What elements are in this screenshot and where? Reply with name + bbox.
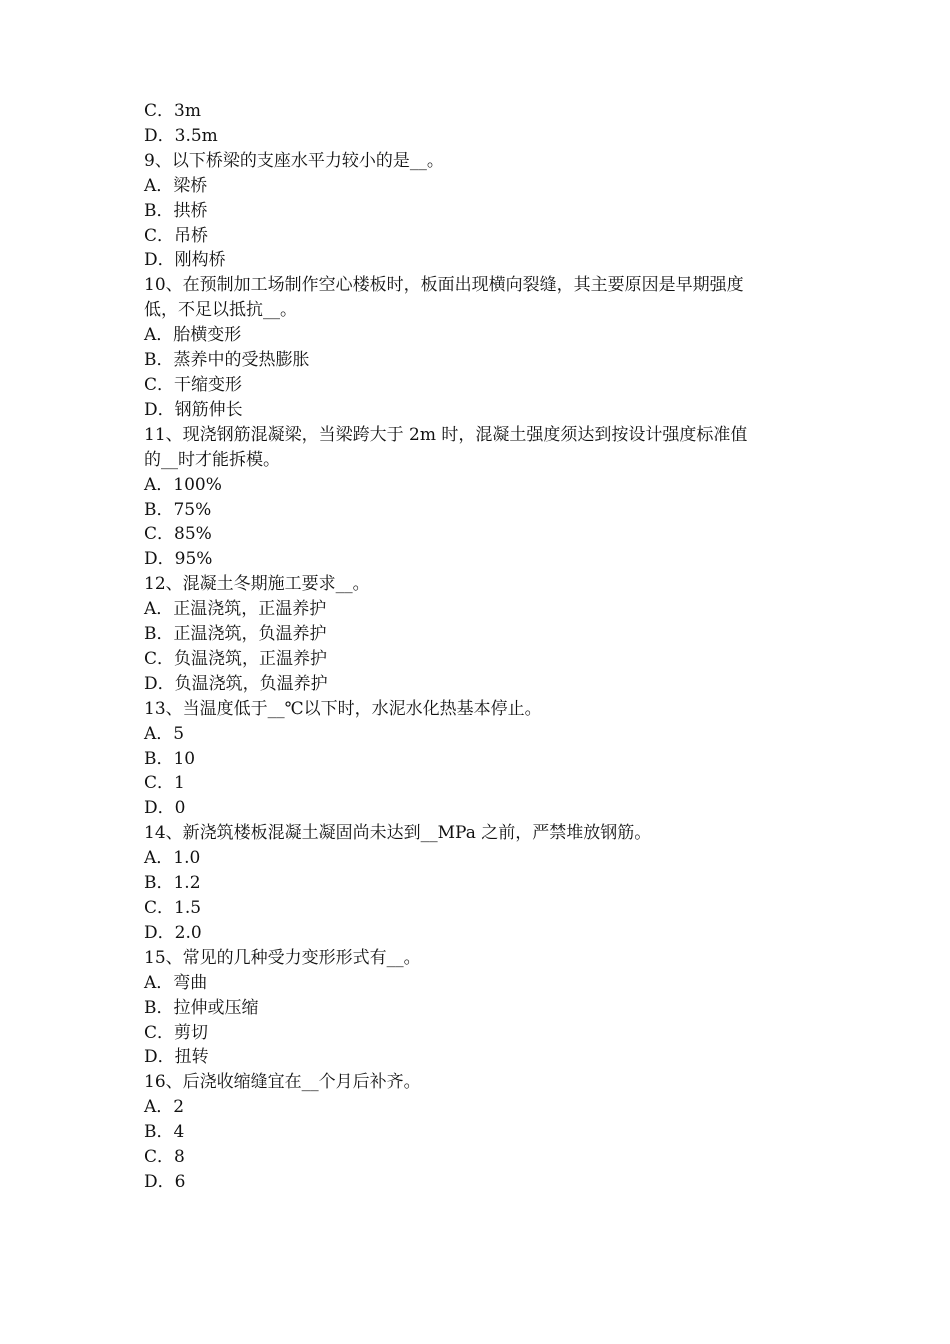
question-line: 9、以下桥梁的支座水平力较小的是__。 <box>144 150 444 171</box>
option-line: B．1.2 <box>144 873 201 894</box>
option-line: A．2 <box>144 1097 185 1118</box>
option-line: D．95% <box>144 549 213 570</box>
option-line: B．75% <box>144 499 212 520</box>
option-line: B．10 <box>144 748 196 769</box>
option-line: C．85% <box>144 524 212 545</box>
option-line: C．1.5 <box>144 898 202 918</box>
option-line: A．梁桥 <box>144 175 208 196</box>
option-line: D．刚构桥 <box>144 250 226 271</box>
question-line: 的__时才能拆模。 <box>144 449 280 470</box>
option-line: B．拱桥 <box>144 200 208 221</box>
question-line: 10、在预制加工场制作空心楼板时，板面出现横向裂缝，其主要原因是早期强度 <box>144 275 744 296</box>
option-line: B．蒸养中的受热膨胀 <box>144 350 310 371</box>
option-line: A．100% <box>144 474 222 495</box>
option-line: A．胎横变形 <box>144 325 242 346</box>
document-body <box>144 99 814 1195</box>
option-line: D．负温浇筑，负温养护 <box>144 673 328 694</box>
option-line: C．3m <box>144 101 201 121</box>
option-line: A．正温浇筑，正温养护 <box>144 599 327 620</box>
option-line: C．8 <box>144 1147 185 1168</box>
question-line: 12、混凝土冬期施工要求__。 <box>144 574 370 595</box>
option-line: D．钢筋伸长 <box>144 399 243 420</box>
question-line: 低，不足以抵抗__。 <box>144 300 297 321</box>
question-line: 14、新浇筑楼板混凝土凝固尚未达到__MPa 之前，严禁堆放钢筋。 <box>144 823 652 844</box>
option-line: D．3.5m <box>144 125 218 146</box>
option-line: C．干缩变形 <box>144 374 243 395</box>
option-line: B．拉伸或压缩 <box>144 997 259 1018</box>
option-line: A．5 <box>144 723 185 744</box>
option-line: D．0 <box>144 798 186 819</box>
option-line: A．弯曲 <box>144 972 208 993</box>
option-line: D．2.0 <box>144 922 202 943</box>
question-line: 16、后浇收缩缝宜在__个月后补齐。 <box>144 1072 421 1093</box>
question-line: 13、当温度低于__℃以下时，水泥水化热基本停止。 <box>144 698 542 719</box>
option-line: A．1.0 <box>144 848 201 869</box>
option-line: C．吊桥 <box>144 225 209 246</box>
option-line: C．1 <box>144 773 185 794</box>
option-line: D．6 <box>144 1171 186 1192</box>
option-line: B．正温浇筑，负温养护 <box>144 624 327 645</box>
option-line: D．扭转 <box>144 1047 209 1068</box>
option-line: C．剪切 <box>144 1022 209 1043</box>
question-line: 15、常见的几种受力变形形式有__。 <box>144 947 421 968</box>
question-line: 11、现浇钢筋混凝梁，当梁跨大于 2m 时，混凝土强度须达到按设计强度标准值 <box>144 424 748 445</box>
option-line: B．4 <box>144 1122 185 1143</box>
option-line: C．负温浇筑，正温养护 <box>144 648 328 669</box>
